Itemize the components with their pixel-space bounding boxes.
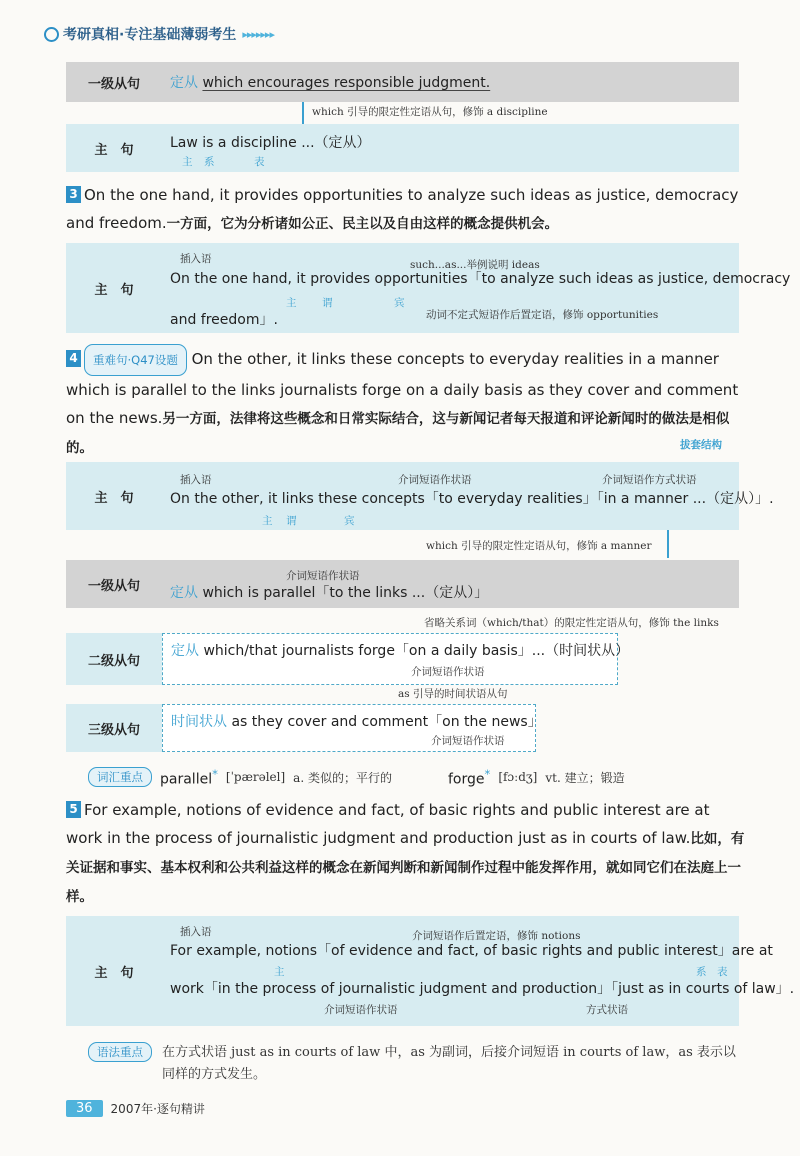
p4-main-label: 主 句 [66, 462, 162, 530]
arrow-line [667, 530, 669, 558]
p5-line1: For example, notions「of evidence and fact, of basic rights and public interest」are at [170, 943, 773, 959]
chevrons-icon: ▸▸▸▸▸▸▸ [242, 27, 274, 41]
vocab-word-2: forge* [447, 767, 491, 788]
phonetic-2: [fɔːdʒ] [498, 770, 538, 785]
as-clause-note: as 引导的时间状语从句 [398, 688, 508, 700]
paragraph-3 [66, 181, 746, 238]
pp-adverbial-note: 介词短语作状语 [431, 735, 505, 747]
search-logo-icon [44, 27, 59, 42]
such-as-note: such...as...举例说明 ideas [410, 259, 540, 271]
pp-attributive-note: 介词短语作后置定语，修饰 notions [412, 930, 581, 942]
paragraph-zh: 另一方面，法律将这些概念和日常实际结合，这与新闻记者每天报道和评论新闻时的做法是相似的。 [66, 411, 730, 456]
level1-clause-box [162, 62, 739, 102]
grammar-label: 语法重点 [88, 1042, 152, 1062]
p4-main-text: On the other, it links these concepts「to everyday realities」「in a manner ...（定从）」. [170, 491, 774, 507]
paragraph-number: 3 [66, 186, 81, 203]
vocab-word-1: parallel* [160, 767, 218, 788]
pp-adverbial-note: 介词短语作状语 [324, 1004, 398, 1016]
note-subject: 主 [286, 297, 297, 309]
key-sentence-badge: 重难句·Q47设题 [84, 344, 187, 376]
footer [66, 1100, 205, 1117]
p4-level1-label: 一级从句 [66, 560, 162, 608]
paragraph-zh: 比如，有关证据和事实、基本权利和公共利益这样的概念在新闻判断和新闻制作过程中能发挥作用，就如同它们在法庭上一样。 [66, 831, 745, 905]
p5-main-label: 主 句 [66, 916, 162, 1026]
brand-title: 考研真相·专注基础薄弱考生 [63, 27, 237, 43]
grammar-row [88, 1042, 748, 1086]
paragraph-en: For example, notions of evidence and fact, of basic rights and public interest are at work in the process of journalistic judgment and production just as in courts of law. [66, 801, 710, 847]
level1-clause-label: 一级从句 [66, 62, 162, 102]
manner-note: which 引导的限定性定语从句，修饰 a manner [426, 540, 652, 552]
paragraph-zh: 一方面，它为分析诸如公正、民主以及自由这样的概念提供机会。 [166, 216, 559, 232]
p5-main-box [162, 916, 795, 1026]
p4-level1-text: 定从 which is parallel「to the links ...（定从）」 [170, 585, 489, 601]
vocab-label: 词汇重点 [88, 767, 152, 787]
grammar-text: 在方式状语 just as in courts of law 中，as 为副词，后接介词短语 in courts of law，as 表示以同样的方式发生。 [162, 1045, 736, 1082]
main-clause-text: Law is a discipline ...（定从） [170, 135, 371, 151]
p4-level2-box [162, 633, 630, 685]
definition-1: a. 类似的；平行的 [293, 770, 392, 785]
paragraph-number: 4 [66, 350, 81, 367]
p4-level2-text: 定从 which/that journalists forge「on a daily basis」...（时间状从） [171, 643, 630, 659]
p4-main-box [162, 462, 774, 530]
note-subject: 主 [274, 966, 285, 978]
pp-manner-note: 介词短语作方式状语 [602, 474, 697, 486]
p4-level2-label: 二级从句 [66, 633, 162, 685]
omitted-relative-note: 省略关系词（which/that）的限定性定语从句，修饰 the links [424, 617, 719, 629]
manner-adverbial-note: 方式状语 [586, 1004, 628, 1016]
note-subject: 主 [262, 515, 273, 527]
note-object: 宾 [344, 515, 355, 527]
pp-adverbial-note: 介词短语作状语 [398, 474, 472, 486]
note-verb: 谓 [286, 515, 297, 527]
p4-level3-text: 时间状从 as they cover and comment「on the news」 [171, 714, 542, 730]
structure-label: 拔套结构 [680, 439, 722, 451]
paragraph-en: On the other, it links these concepts to everyday realities in a manner which is parallel to the links journalists forge on a daily basis as they cover and comment on the news. [66, 350, 739, 427]
p4-level3-label: 三级从句 [66, 704, 162, 752]
pp-adverbial-note: 介词短语作状语 [286, 570, 360, 582]
paragraph-5 [66, 796, 746, 911]
level1-clause-text: 定从 which encourages responsible judgment. [170, 75, 491, 91]
paragraph-number: 5 [66, 801, 81, 818]
insert-note: 插入语 [180, 926, 212, 938]
note-verb: 谓 [322, 297, 333, 309]
definition-2: vt. 建立；锻造 [545, 770, 625, 785]
paragraph-en: On the one hand, it provides opportunities to analyze such ideas as justice, democracy and freedom. [66, 186, 739, 232]
footer-title: 2007年·逐句精讲 [110, 1102, 205, 1116]
insert-note: 插入语 [180, 474, 212, 486]
note-linking-predicative: 系 表 [696, 966, 728, 978]
p3-main-box [162, 243, 791, 333]
pp-adverbial-note: 介词短语作状语 [411, 666, 485, 678]
insert-note: 插入语 [180, 253, 212, 265]
p3-line1: On the one hand, it provides opportunities「to analyze such ideas as justice, democracy [170, 271, 791, 287]
infinitive-note: 动词不定式短语作后置定语，修饰 opportunities [426, 309, 659, 321]
p5-line2: work「in the process of journalistic judgment and production」「just as in courts of law」. [170, 981, 795, 997]
note-predicative: 表 [254, 156, 265, 168]
p4-level1-box [162, 560, 739, 608]
note-linking-verb: 系 [204, 156, 215, 168]
note-object: 宾 [394, 297, 405, 309]
paragraph-4 [66, 344, 746, 462]
note-subject: 主 [182, 156, 193, 168]
p4-level3-box [162, 704, 542, 752]
arrow-note: which 引导的限定性定语从句，修饰 a discipline [312, 106, 548, 118]
phonetic-1: [ˈpærəlel] [225, 770, 286, 785]
page-number: 36 [66, 1100, 103, 1117]
main-clause-label: 主 句 [66, 124, 162, 172]
p3-line2: and freedom」. [170, 312, 278, 328]
header [44, 24, 274, 44]
vocab-row [88, 767, 625, 788]
main-clause-box [162, 124, 739, 172]
p3-main-label: 主 句 [66, 243, 162, 333]
